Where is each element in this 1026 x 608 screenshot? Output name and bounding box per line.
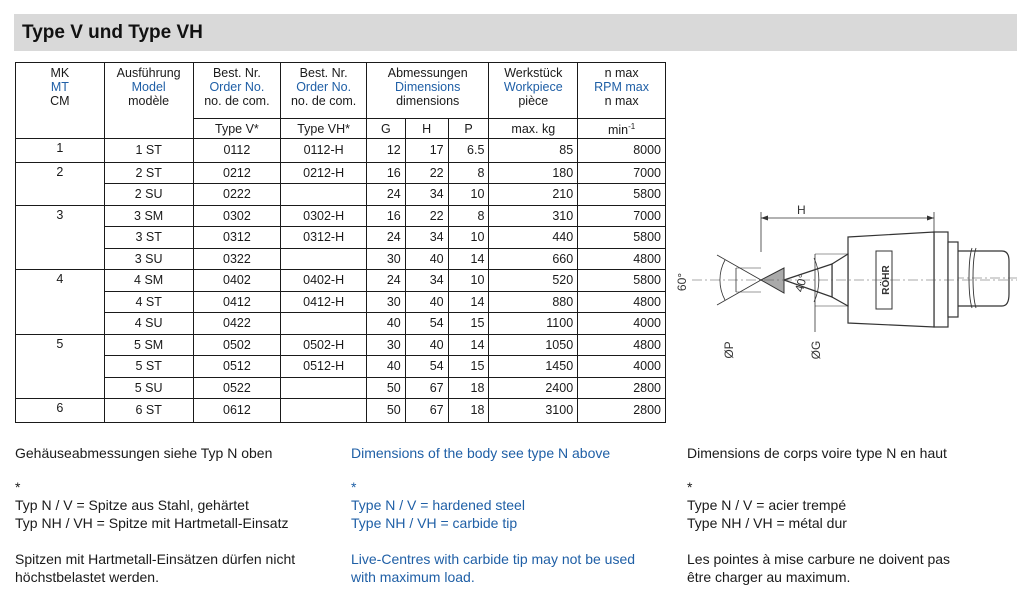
cell-order-vh: 0112-H (281, 139, 367, 163)
subheader-g: G (366, 119, 405, 139)
angle-40-label: 40° (792, 272, 811, 294)
cell-max-kg: 310 (489, 205, 578, 227)
cell-max-kg: 1450 (489, 356, 578, 378)
page-title-bar (14, 14, 1017, 51)
cell-order-vh: 0302-H (281, 205, 367, 227)
table-row (16, 291, 666, 313)
cell-model: 3 SM (104, 205, 193, 227)
cell-order-vh: 0312-H (281, 227, 367, 249)
note-star-de: * (15, 479, 21, 495)
page-title: Type V und Type VH (22, 21, 203, 43)
cell-model: 3 ST (104, 227, 193, 249)
cell-g: 30 (366, 334, 405, 356)
cell-h: 22 (405, 205, 448, 227)
cell-rpm: 5800 (578, 184, 666, 206)
cell-rpm: 8000 (578, 139, 666, 163)
cell-h: 67 (405, 377, 448, 399)
cell-max-kg: 2400 (489, 377, 578, 399)
cell-model: 4 SU (104, 313, 193, 335)
cell-order-v: 0212 (193, 162, 281, 184)
notes-german (15, 444, 335, 586)
table-row (16, 270, 666, 292)
cell-max-kg: 660 (489, 248, 578, 270)
cell-p: 15 (448, 313, 489, 335)
cell-p: 18 (448, 399, 489, 423)
cell-g: 40 (366, 356, 405, 378)
cell-order-vh (281, 184, 367, 206)
cell-model: 2 SU (104, 184, 193, 206)
note-steel-en: Type N / V = hardened steel (351, 497, 525, 513)
table-row (16, 334, 666, 356)
header-order-v: Best. Nr. Order No. no. de com. (193, 63, 281, 119)
cell-rpm: 4800 (578, 291, 666, 313)
cell-h: 17 (405, 139, 448, 163)
cell-p: 6.5 (448, 139, 489, 163)
cell-mk: 2 (16, 162, 105, 205)
dimension-p-label: ØP (722, 341, 736, 359)
cell-p: 8 (448, 162, 489, 184)
cell-max-kg: 440 (489, 227, 578, 249)
cell-g: 24 (366, 270, 405, 292)
cell-mk: 1 (16, 139, 105, 163)
cell-rpm: 4800 (578, 248, 666, 270)
cell-order-vh: 0212-H (281, 162, 367, 184)
cell-rpm: 7000 (578, 205, 666, 227)
cell-order-v: 0422 (193, 313, 281, 335)
cell-g: 16 (366, 205, 405, 227)
note-warning-de-1: Spitzen mit Hartmetall-Einsätzen dürfen nicht (15, 551, 296, 567)
cell-rpm: 5800 (578, 227, 666, 249)
cell-g: 30 (366, 248, 405, 270)
cell-max-kg: 520 (489, 270, 578, 292)
cell-max-kg: 180 (489, 162, 578, 184)
cell-model: 4 ST (104, 291, 193, 313)
note-steel-de: Typ N / V = Spitze aus Stahl, gehärtet (15, 497, 249, 513)
cell-g: 50 (366, 377, 405, 399)
live-centre-svg (672, 190, 1017, 380)
cell-rpm: 2800 (578, 377, 666, 399)
cell-g: 12 (366, 139, 405, 163)
cell-max-kg: 85 (489, 139, 578, 163)
cell-max-kg: 3100 (489, 399, 578, 423)
subheader-min: $\min^{-1}$ (578, 119, 666, 139)
cell-g: 40 (366, 313, 405, 335)
cell-h: 40 (405, 248, 448, 270)
cell-order-vh: 0412-H (281, 291, 367, 313)
note-carbide-de: Typ NH / VH = Spitze mit Hartmetall-Einsatz (15, 515, 289, 531)
cell-model: 3 SU (104, 248, 193, 270)
cell-max-kg: 880 (489, 291, 578, 313)
cell-order-v: 0322 (193, 248, 281, 270)
table-row (16, 356, 666, 378)
subheader-type-vh: Type VH* (281, 119, 367, 139)
table-row (16, 399, 666, 423)
notes-english (351, 444, 671, 586)
cell-order-v: 0222 (193, 184, 281, 206)
live-centre-drawing (672, 190, 1017, 380)
cell-mk: 4 (16, 270, 105, 335)
header-mk: MK MT CM (16, 63, 105, 139)
cell-model: 5 SU (104, 377, 193, 399)
table-row (16, 139, 666, 163)
cell-h: 67 (405, 399, 448, 423)
cell-order-v: 0502 (193, 334, 281, 356)
note-star-en: * (351, 479, 357, 495)
cell-p: 10 (448, 184, 489, 206)
cell-order-v: 0402 (193, 270, 281, 292)
table-row (16, 205, 666, 227)
cell-order-vh (281, 377, 367, 399)
cell-order-v: 0612 (193, 399, 281, 423)
note-steel-fr: Type N / V = acier trempé (687, 497, 847, 513)
header-rpm: n max RPM max n max (578, 63, 666, 119)
note-warning-de-2: höchstbelastet werden. (15, 569, 159, 585)
angle-60-label: 60° (675, 272, 689, 292)
spec-table-body (16, 139, 666, 423)
cell-g: 30 (366, 291, 405, 313)
table-row (16, 162, 666, 184)
cell-h: 34 (405, 184, 448, 206)
cell-rpm: 5800 (578, 270, 666, 292)
note-warning-fr-2: être charger au maximum. (687, 569, 851, 585)
cell-h: 54 (405, 313, 448, 335)
note-warning-fr-1: Les pointes à mise carbure ne doivent pas (687, 551, 951, 567)
cell-rpm: 7000 (578, 162, 666, 184)
table-row (16, 184, 666, 206)
cell-mk: 3 (16, 205, 105, 270)
cell-order-vh: 0402-H (281, 270, 367, 292)
note-carbide-fr: Type NH / VH = métal dur (687, 515, 847, 531)
header-model: Ausführung Model modèle (104, 63, 193, 139)
cell-h: 40 (405, 334, 448, 356)
header-dimensions: Abmessungen Dimensions dimensions (366, 63, 488, 119)
table-row (16, 248, 666, 270)
cell-p: 8 (448, 205, 489, 227)
cell-model: 1 ST (104, 139, 193, 163)
cell-mk: 6 (16, 399, 105, 423)
cell-rpm: 4800 (578, 334, 666, 356)
subheader-max-kg: max. kg (489, 119, 578, 139)
note-star-fr: * (687, 479, 693, 495)
cell-mk: 5 (16, 334, 105, 399)
note-body-fr: Dimensions de corps voire type N en haut (687, 445, 947, 461)
dimension-g-label: ØG (809, 340, 823, 360)
note-carbide-en: Type NH / VH = carbide tip (351, 515, 518, 531)
header-workpiece: Werkstück Workpiece pièce (489, 63, 578, 119)
cell-order-v: 0522 (193, 377, 281, 399)
cell-order-vh (281, 248, 367, 270)
subheader-p: P (448, 119, 489, 139)
dimension-h-label: H (797, 203, 806, 217)
cell-order-vh (281, 313, 367, 335)
table-row (16, 313, 666, 335)
cell-order-vh (281, 399, 367, 423)
cell-order-v: 0112 (193, 139, 281, 163)
cell-model: 4 SM (104, 270, 193, 292)
cell-p: 15 (448, 356, 489, 378)
cell-model: 5 ST (104, 356, 193, 378)
cell-g: 50 (366, 399, 405, 423)
cell-order-v: 0412 (193, 291, 281, 313)
cell-model: 2 ST (104, 162, 193, 184)
header-order-vh: Best. Nr. Order No. no. de com. (281, 63, 367, 119)
cell-p: 10 (448, 270, 489, 292)
cell-p: 14 (448, 334, 489, 356)
note-body-en: Dimensions of the body see type N above (351, 445, 611, 461)
cell-p: 18 (448, 377, 489, 399)
cell-order-v: 0302 (193, 205, 281, 227)
cell-order-v: 0312 (193, 227, 281, 249)
cell-rpm: 4000 (578, 356, 666, 378)
note-warning-en-2: with maximum load. (351, 569, 475, 585)
note-warning-en-1: Live-Centres with carbide tip may not be used (351, 551, 636, 567)
cell-g: 16 (366, 162, 405, 184)
table-row (16, 227, 666, 249)
subheader-type-v: Type V* (193, 119, 281, 139)
cell-h: 22 (405, 162, 448, 184)
cell-max-kg: 210 (489, 184, 578, 206)
cell-g: 24 (366, 184, 405, 206)
subheader-h: H (405, 119, 448, 139)
cell-h: 34 (405, 270, 448, 292)
cell-p: 10 (448, 227, 489, 249)
cell-order-vh: 0512-H (281, 356, 367, 378)
cell-h: 54 (405, 356, 448, 378)
cell-max-kg: 1100 (489, 313, 578, 335)
cell-order-v: 0512 (193, 356, 281, 378)
cell-p: 14 (448, 248, 489, 270)
cell-model: 5 SM (104, 334, 193, 356)
cell-rpm: 4000 (578, 313, 666, 335)
brand-label: RÖHR (881, 265, 892, 295)
cell-rpm: 2800 (578, 399, 666, 423)
cell-model: 6 ST (104, 399, 193, 423)
cell-g: 24 (366, 227, 405, 249)
cell-h: 34 (405, 227, 448, 249)
spec-table (15, 62, 666, 423)
notes-french (687, 444, 1007, 586)
cell-order-vh: 0502-H (281, 334, 367, 356)
cell-max-kg: 1050 (489, 334, 578, 356)
note-body-de: Gehäuseabmessungen siehe Typ N oben (15, 445, 273, 461)
table-row (16, 377, 666, 399)
cell-h: 40 (405, 291, 448, 313)
cell-p: 14 (448, 291, 489, 313)
